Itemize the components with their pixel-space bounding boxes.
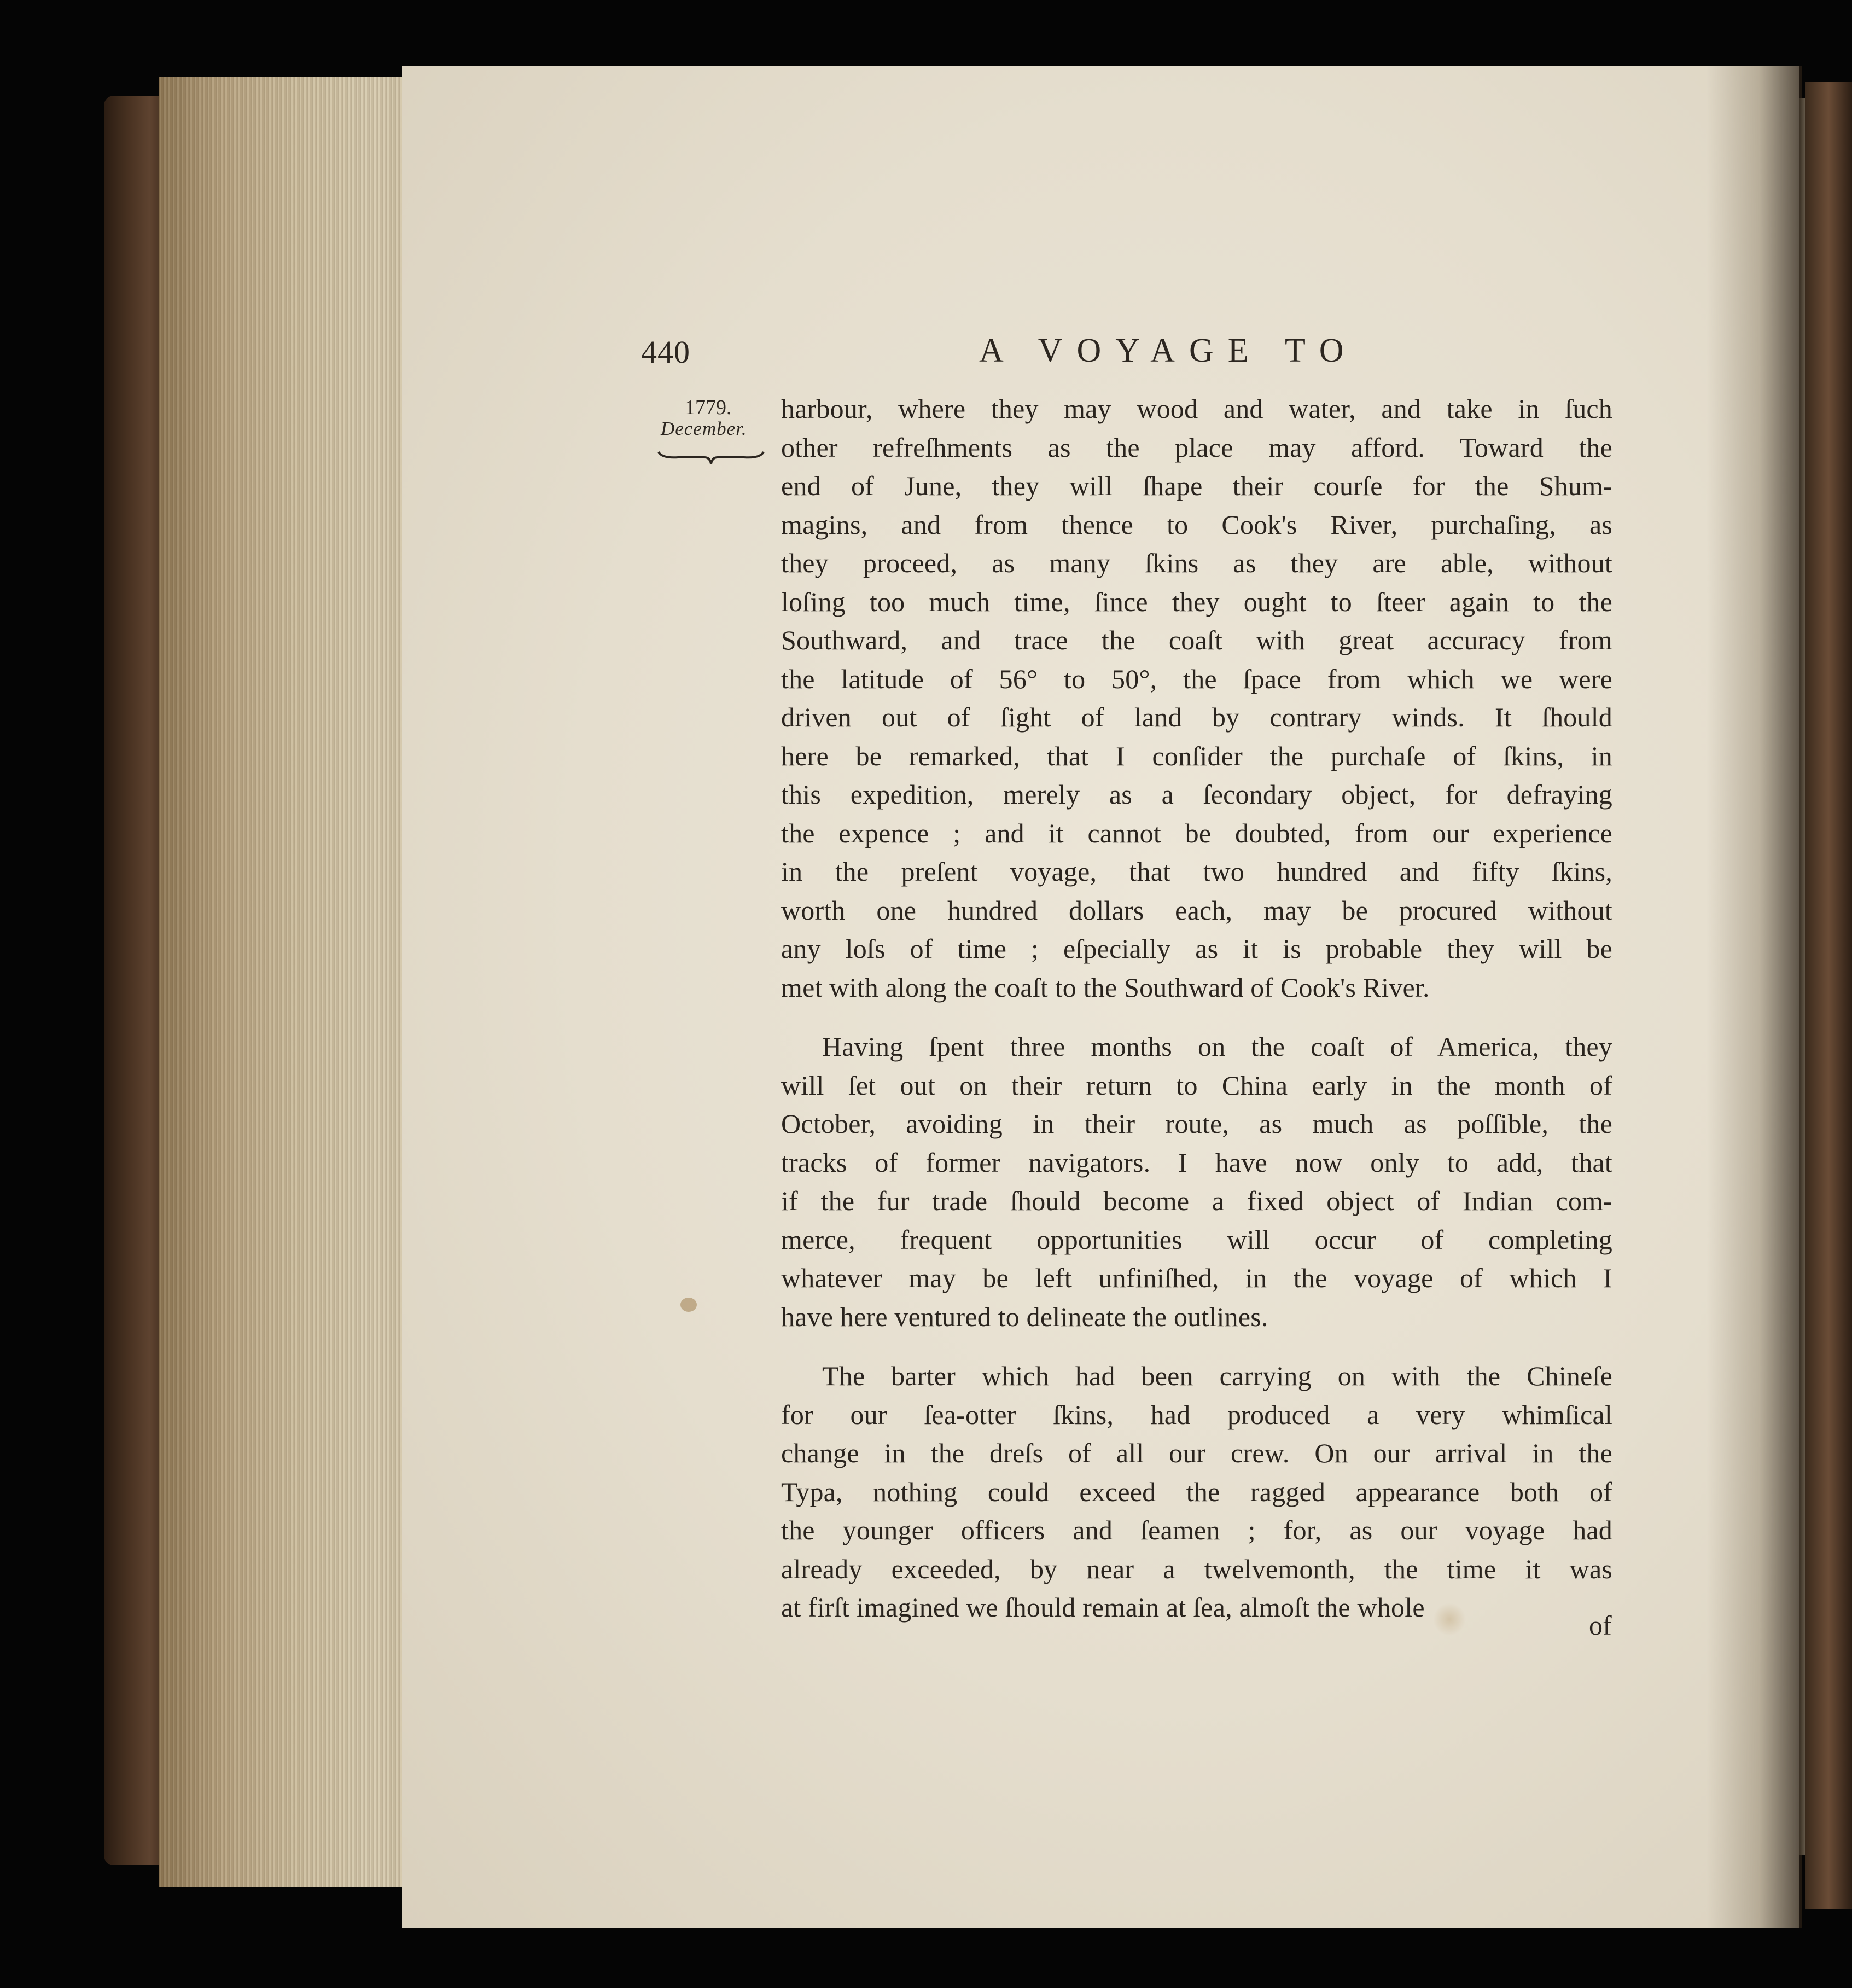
text-line: end of June, they will ſhape their courſe for the Shum-	[781, 470, 1612, 501]
text-line: The barter which had been carrying on with the Chineſe	[822, 1361, 1612, 1391]
text-line: have here ventured to delineate the outlines.	[781, 1301, 1268, 1332]
text-line: at firſt imagined we ſhould remain at ſea, almoſt the whole	[781, 1592, 1425, 1623]
text-line: magins, and from thence to Cook's River, purchaſing, as	[781, 509, 1612, 540]
leather-binding-right	[1805, 82, 1852, 1909]
catchword: of	[1589, 1610, 1612, 1641]
text-line: October, avoiding in their route, as much as poſſible, the	[781, 1108, 1612, 1139]
text-line: change in the dreſs of all our crew. On our arrival in the	[781, 1438, 1612, 1468]
paragraph-gap	[781, 1336, 1612, 1357]
text-line: any loſs of time ; eſpecially as it is probable they will be	[781, 933, 1612, 964]
paper-stain	[680, 1298, 697, 1312]
margin-note-year: 1779.	[685, 396, 732, 419]
text-line: the expence ; and it cannot be doubted, from our experience	[781, 817, 1612, 848]
text-line: the latitude of 56° to 50°, the ſpace from which we were	[781, 663, 1612, 694]
text-line: met with along the coaſt to the Southward of Cook's River.	[781, 972, 1430, 1003]
text-line: for our ſea-otter ſkins, had produced a very whimſical	[781, 1399, 1612, 1430]
running-head: A VOYAGE TO	[979, 332, 1358, 369]
page-number: 440	[641, 334, 690, 370]
margin-note-month: December.	[661, 418, 747, 439]
text-line: tracks of former navigators. I have now only to add, that	[781, 1147, 1612, 1178]
body-text	[781, 390, 1612, 1627]
paragraph-gap	[781, 1007, 1612, 1027]
text-line: merce, frequent opportunities will occur of completing	[781, 1224, 1612, 1255]
text-line: worth one hundred dollars each, may be procured without	[781, 894, 1612, 926]
text-line: Southward, and trace the coaſt with great accuracy from	[781, 625, 1612, 655]
text-line: this expedition, merely as a ſecondary object, for defraying	[781, 779, 1612, 810]
text-line: will ſet out on their return to China early in the month of	[781, 1069, 1612, 1101]
text-line: they proceed, as many ſkins as they are able, without	[781, 548, 1612, 578]
text-line: in the preſent voyage, that two hundred and fifty ſkins,	[781, 856, 1612, 887]
page-edges	[159, 77, 410, 1887]
text-line: if the fur trade ſhould become a fixed object of Indian com-	[781, 1185, 1612, 1216]
text-line: driven out of ſight of land by contrary winds. It ſhould	[781, 702, 1612, 733]
text-line: here be remarked, that I conſider the purchaſe of ſkins, in	[781, 740, 1612, 771]
text-line: Having ſpent three months on the coaſt of America, they	[822, 1031, 1612, 1062]
margin-brace-icon	[656, 449, 766, 467]
paper-foxing	[1433, 1603, 1466, 1636]
text-line: loſing too much time, ſince they ought to ſteer again to the	[781, 586, 1612, 617]
text-line: whatever may be left unfiniſhed, in the voyage of which I	[781, 1263, 1612, 1293]
text-line: already exceeded, by near a twelvemonth, the time it was	[781, 1553, 1612, 1584]
text-line: other refreſhments as the place may afford. Toward the	[781, 432, 1612, 463]
page-gutter-shadow	[1707, 66, 1802, 1928]
text-line: the younger officers and ſeamen ; for, as our voyage had	[781, 1515, 1612, 1545]
text-line: harbour, where they may wood and water, and take in ſuch	[781, 393, 1612, 424]
text-line: Typa, nothing could exceed the ragged appearance both of	[781, 1476, 1612, 1507]
